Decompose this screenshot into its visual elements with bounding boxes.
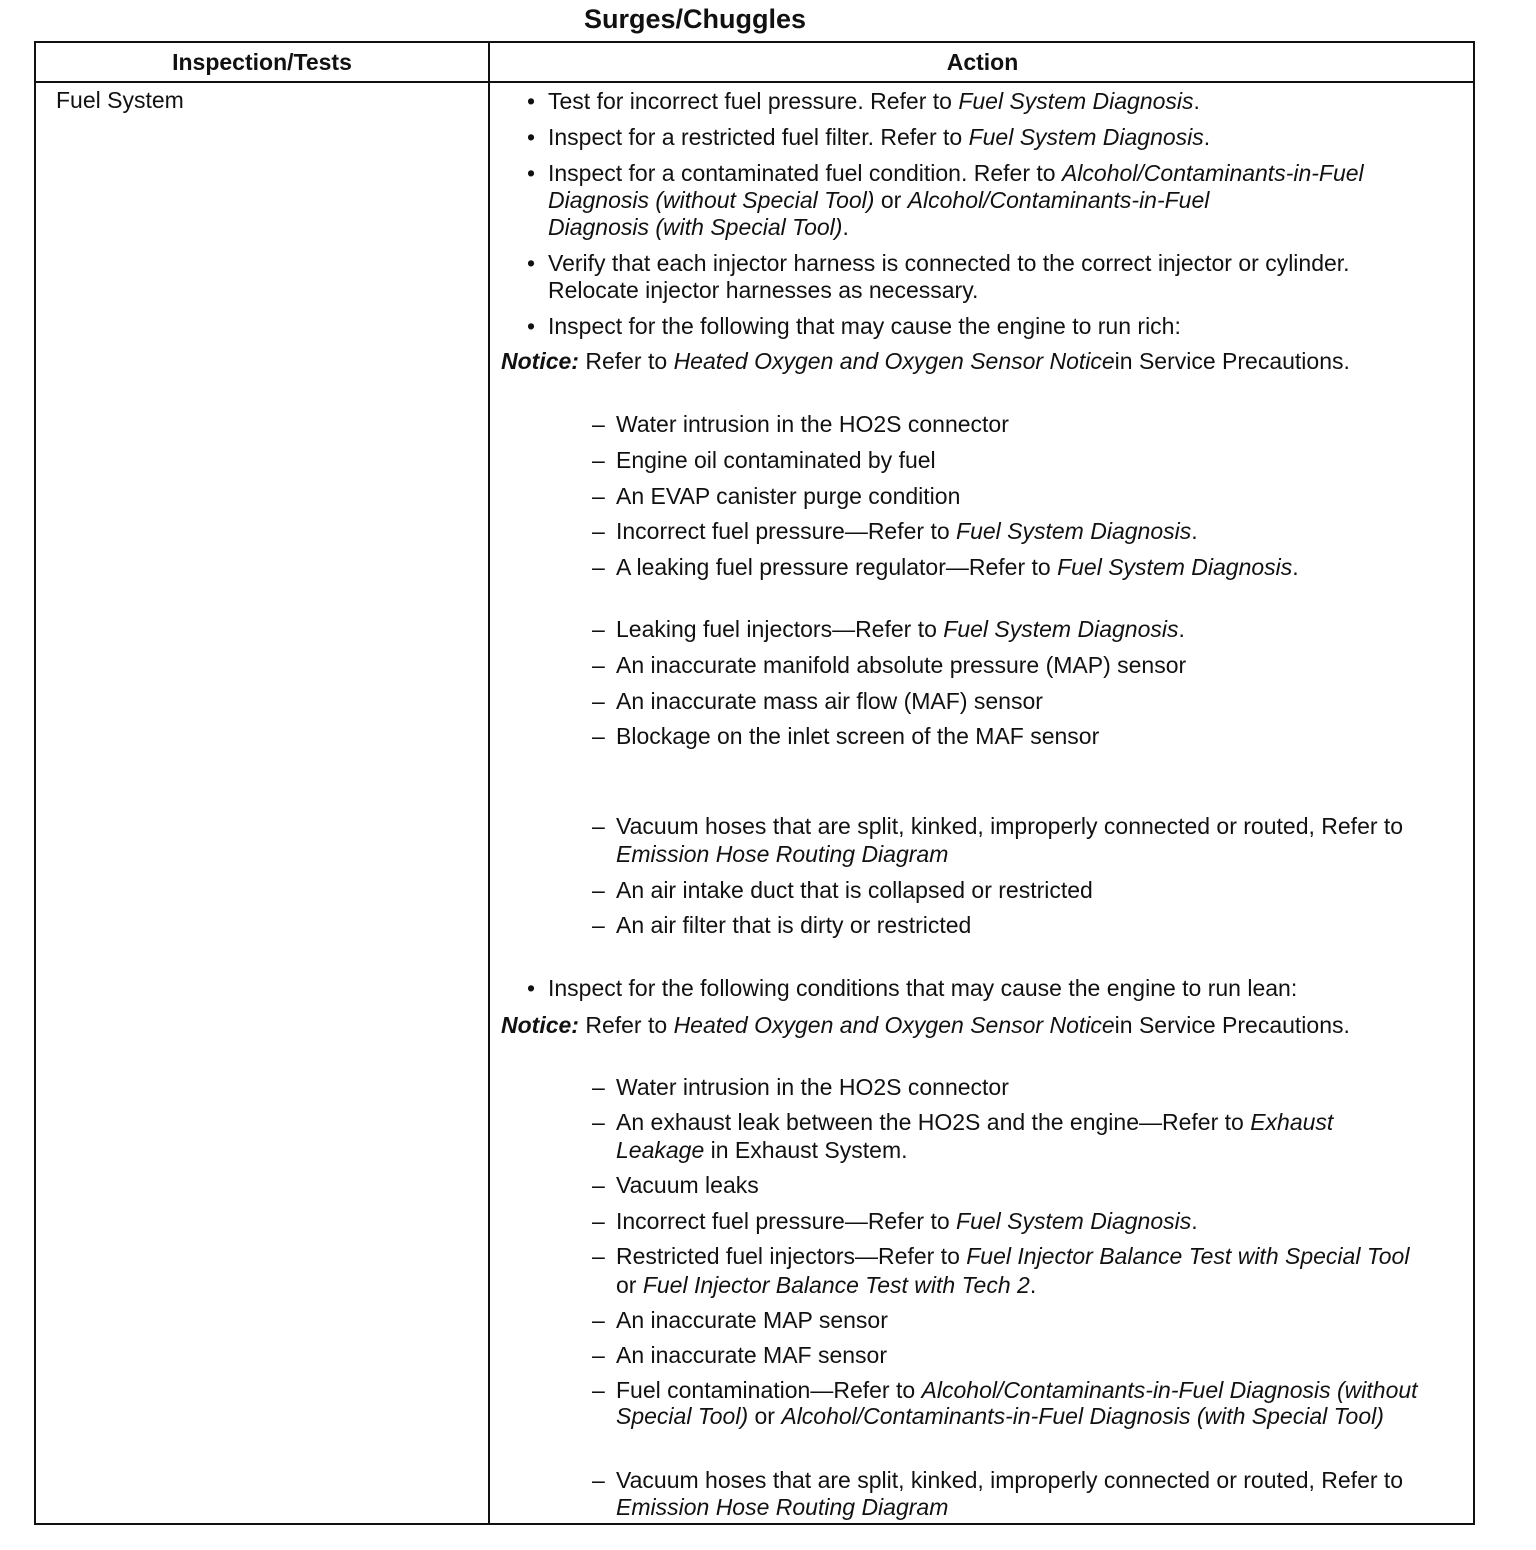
dash-item: – Fuel contamination—Refer to Alcohol/Contaminants-in-Fuel Diagnosis (without bbox=[501, 1377, 1418, 1404]
dash-item: – Incorrect fuel pressure—Refer to Fuel System Diagnosis. bbox=[501, 1208, 1198, 1235]
diagnostic-table bbox=[34, 41, 1475, 1525]
dash-item: – Engine oil contaminated by fuel bbox=[501, 447, 936, 474]
dash-item-continuation: Emission Hose Routing Diagram bbox=[616, 1494, 949, 1520]
action-bullet: • Test for incorrect fuel pressure. Refer to Fuel System Diagnosis. bbox=[501, 88, 1200, 115]
action-cell bbox=[501, 43, 1471, 1523]
notice-line: Notice: Refer to Heated Oxygen and Oxygen Sensor Noticein Service Precautions. bbox=[501, 1012, 1350, 1038]
dash-item: – Vacuum leaks bbox=[501, 1172, 759, 1199]
column-divider bbox=[488, 43, 490, 1523]
dash-item-continuation: Leakage in Exhaust System. bbox=[616, 1137, 908, 1163]
dash-item: – An inaccurate mass air flow (MAF) sensor bbox=[501, 688, 1043, 715]
dash-item: – Water intrusion in the HO2S connector bbox=[501, 411, 1009, 438]
action-bullet: • Inspect for the following that may cause the engine to run rich: bbox=[501, 313, 1181, 340]
dash-item: – Vacuum hoses that are split, kinked, improperly connected or routed, Refer to bbox=[501, 813, 1403, 840]
dash-item: – An EVAP canister purge condition bbox=[501, 483, 960, 510]
action-bullet-continuation: Diagnosis (with Special Tool). bbox=[548, 214, 849, 240]
dash-item: – An inaccurate MAP sensor bbox=[501, 1307, 888, 1334]
header-action: Action bbox=[946, 49, 1019, 75]
dash-item: – An inaccurate manifold absolute pressure (MAP) sensor bbox=[501, 652, 1186, 679]
document-title: Surges/Chuggles bbox=[583, 4, 807, 34]
dash-item: – A leaking fuel pressure regulator—Refer to Fuel System Diagnosis. bbox=[501, 554, 1299, 581]
dash-item: – An air filter that is dirty or restricted bbox=[501, 912, 971, 939]
dash-item: – Restricted fuel injectors—Refer to Fuel Injector Balance Test with Special Tool bbox=[501, 1243, 1409, 1270]
dash-item-continuation: Special Tool) or Alcohol/Contaminants-in-Fuel Diagnosis (with Special Tool) bbox=[616, 1403, 1384, 1429]
dash-item-continuation: Emission Hose Routing Diagram bbox=[616, 841, 949, 867]
header-inspection-tests: Inspection/Tests bbox=[172, 49, 352, 75]
action-bullet: • Inspect for a restricted fuel filter. Refer to Fuel System Diagnosis. bbox=[501, 124, 1210, 151]
dash-item: – Incorrect fuel pressure—Refer to Fuel System Diagnosis. bbox=[501, 518, 1198, 545]
notice-line: Notice: Refer to Heated Oxygen and Oxygen Sensor Noticein Service Precautions. bbox=[501, 348, 1350, 374]
dash-item: – An air intake duct that is collapsed or restricted bbox=[501, 877, 1093, 904]
dash-item: – Water intrusion in the HO2S connector bbox=[501, 1074, 1009, 1101]
dash-item: – Vacuum hoses that are split, kinked, improperly connected or routed, Refer to bbox=[501, 1467, 1403, 1494]
action-bullet: • Inspect for the following conditions that may cause the engine to run lean: bbox=[501, 975, 1297, 1002]
dash-item: – Blockage on the inlet screen of the MAF sensor bbox=[501, 723, 1099, 750]
action-bullet-continuation: Relocate injector harnesses as necessary. bbox=[548, 277, 979, 303]
action-bullet: • Verify that each injector harness is connected to the correct injector or cylinder. bbox=[501, 250, 1350, 277]
dash-item: – Leaking fuel injectors—Refer to Fuel System Diagnosis. bbox=[501, 616, 1185, 643]
action-bullet: • Inspect for a contaminated fuel condition. Refer to Alcohol/Contaminants-in-Fuel bbox=[501, 160, 1364, 187]
dash-item: – An inaccurate MAF sensor bbox=[501, 1342, 887, 1369]
dash-item-continuation: or Fuel Injector Balance Test with Tech 2. bbox=[616, 1272, 1037, 1298]
dash-item: – An exhaust leak between the HO2S and the engine—Refer to Exhaust bbox=[501, 1109, 1333, 1136]
row-label-fuel-system: Fuel System bbox=[56, 87, 184, 113]
action-bullet-continuation: Diagnosis (without Special Tool) or Alcohol/Contaminants-in-Fuel bbox=[548, 187, 1210, 213]
